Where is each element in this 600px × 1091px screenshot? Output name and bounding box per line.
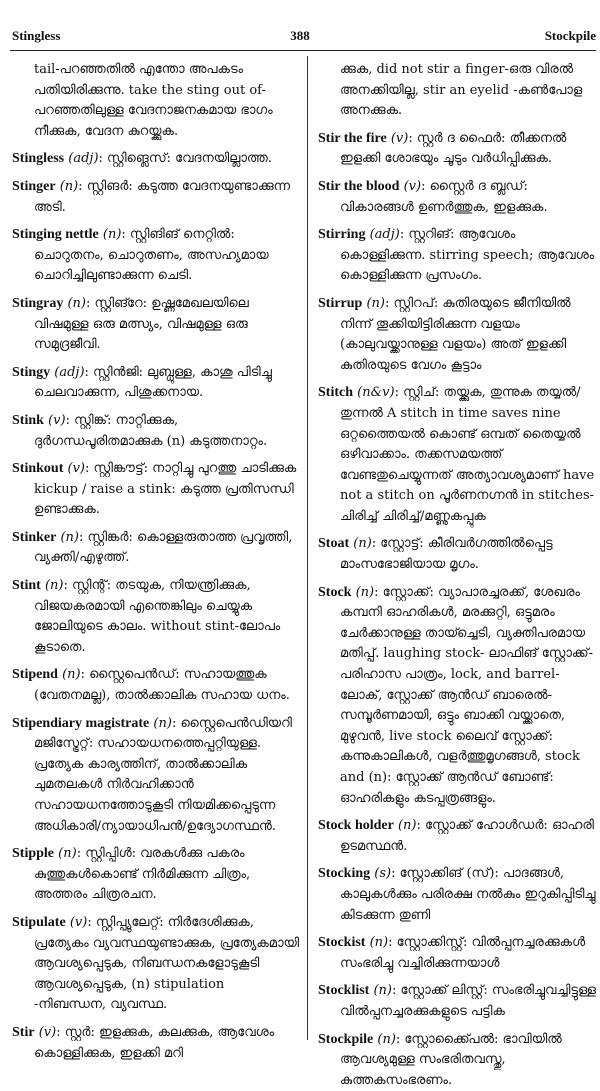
entry-definition: : സ്റ്റൈപെൻഡ്: സഹായത്തുക (വേതനമല്ല), താൽക്കാലിക സഹായ ധനം. [34,667,290,704]
entry-definition: : സ്റ്റോക്ക് ഹോൾഡർ: ഓഹരി ഉടമസ്ഥൻ. [340,818,594,854]
entry-headword: Stir the fire [318,130,387,146]
entry-part-of-speech: (v) [390,130,409,146]
dictionary-entry [12,149,300,170]
entry-part-of-speech: (n) [62,667,81,683]
entry-part-of-speech: (n) [377,1031,396,1047]
column-divider [307,56,308,1040]
entry-definition: : സ്റ്റോക്കിസ്റ്റ്: വിൽപ്പനച്ചരക്കുകൾ സംഭരിച്ചു വച്ചിരിക്കുന്നയാൾ [340,935,586,971]
entry-definition: : സ്റ്റിപ്പ്യുലേറ്റ്: നിർദേശിക്കുക, പ്രത്യേകം വ്യവസ്ഥയുണ്ടാക്കുക, പ്രത്യേകമായി ആവശ്യപ്പെടുക, നിബന്ധനകളോടുകൂടി ആവശ്യപ്പെടുക, (n) stipulation -നിബന്ധന, വ്യവസ്ഥ. [34,914,300,1013]
entry-definition: tail-പറഞ്ഞതിൽ എന്തോ അപകടം പതിയിരിക്കുന്നു. take the sting out of-പറഞ്ഞതിലുള്ള വേദനാജനകമായ ഭാഗം നീക്കുക, വേദന കുറയ്ക്കുക. [34,62,273,139]
entry-part-of-speech: (n) [58,846,77,862]
entry-headword: Stipulate [12,914,66,930]
dictionary-entry [12,363,300,404]
entry-headword: Stoat [318,536,350,552]
entry-definition: : സ്റ്റൈപെൻഡിയറി മജിസ്ട്രേറ്റ്: സഹായധനത്തെപ്പറ്റിയുള്ള. പ്രത്യേക കാര്യത്തിന്, താൽക്കാലിക ചുമതലകൾ നിർവഹിക്കാൻ സഹായധനത്തോടുകൂടി നിയമിക്കപ്പെടുന്ന അധികാരി/ന്യായാധിപൻ/ഉദ്യോഗസ്ഥൻ. [34,715,292,834]
entry-definition: : സ്റ്റിങർ: കടുത്ത വേദനയുണ്ടാക്കുന്ന അടി. [34,178,291,215]
dictionary-entry [318,864,598,926]
entry-part-of-speech: (n) [397,818,417,834]
dictionary-entry [318,225,598,287]
dictionary-entry [12,844,300,906]
entry-part-of-speech: (adj) [68,151,99,167]
entry-headword: Stirrup [318,295,363,311]
dictionary-entry [318,583,598,810]
entry-headword: Stinging nettle [12,227,99,243]
entry-part-of-speech: (n) [373,983,393,999]
entry-part-of-speech: (n) [366,295,386,311]
dictionary-entry [12,576,300,658]
dictionary-entry [318,294,598,376]
dictionary-entry [318,816,598,857]
entry-part-of-speech: (n&v) [357,385,395,401]
entry-definition: : സ്റ്ററിങ്: ആവേശം കൊള്ളിക്കുന്ന. stirring speech; ആവേശം കൊള്ളിക്കുന്ന പ്രസംഗം. [340,227,595,284]
dictionary-entry [318,177,598,218]
dictionary-entry [12,411,300,452]
entry-part-of-speech: (n) [353,536,372,552]
dictionary-entry [318,1030,598,1091]
entry-part-of-speech: (n) [369,935,389,951]
entry-definition: : സ്റ്റിങ്ക്: നാറ്റിക്കുക, ദുർഗന്ധപൂരിതമാക്കുക (n) കടുത്തനാറ്റം. [34,412,268,449]
left-column [12,60,300,1061]
entry-part-of-speech: (n) [153,715,172,731]
dictionary-entry [318,129,598,170]
entry-part-of-speech: (v) [69,914,88,930]
page-header [0,0,600,56]
entry-definition: : സ്റ്റൈർ ദ ബ്ലഡ്: വികാരങ്ങൾ ഉണർത്തുക, ഇളക്കുക. [340,178,548,215]
entry-part-of-speech: (adj) [369,227,400,243]
entry-definition: : സ്റ്റിങ്റേ: ഉഷ്ണമേഖലയിലെ വിഷമുള്ള ഒരു മത്സ്യം, വിഷമുള്ള ഒരു സമുദ്രജീവി. [34,295,249,353]
entry-headword: Stir the blood [318,178,400,194]
page-number: 388 [290,28,310,43]
dictionary-entry [318,60,598,122]
entry-headword: Stocking [318,866,371,882]
entry-definition: : സ്റ്റിപ്പിൾ: വരകൾക്കു പകരം കുത്തുകൾകൊണ്ട് നിർമിക്കുന്ന ചിത്രം, അത്തരം ചിത്രരചന. [34,846,251,903]
entry-headword: Stocklist [318,983,370,999]
entry-headword: Stink [12,412,44,428]
entry-part-of-speech: (n) [102,227,122,243]
entry-definition: : സ്റ്റർ ദ ഫൈർ: തീക്കനൽ ഇളക്കി ശോഭയും ചൂടും വർധിപ്പിക്കുക. [340,130,567,167]
entry-headword: Stitch [318,385,353,401]
header-last-word: Stockpile [544,28,596,43]
entry-part-of-speech: (v) [67,461,85,477]
dictionary-entry [12,528,300,569]
entry-headword: Stir [12,1024,35,1040]
dictionary-entry [12,459,300,521]
entry-headword: Stinkout [12,461,64,477]
entry-definition: : സ്റ്റിച്: തയ്ക്കുക, തുന്നുക തയ്യൽ/തുന്നൽ A stitch in time saves nine ഒറ്റത്തൈയൽ കൊണ്ട് ഒമ്പത് തൈയ്യൽ ഒഴിവാക്കാം. തക്കസമയത്ത് വേണ്ടതുചെയ്യുന്നത് അത്യാവശ്യമാണ് have not a stitch on പൂർണനഗ്നൻ in stitches-ചിരിച്ച് ചിരിച്ച്/മണ്ണുകപ്പുക [340,385,595,524]
entry-definition: : സ്റ്റോക്ക് ലിസ്റ്റ്: സംഭരിച്ചുവച്ചിട്ടുള്ള വിൽപ്പനച്ചരക്കുകളുടെ പട്ടിക [340,983,596,1019]
entry-headword: Stockpile [318,1031,374,1047]
dictionary-entry [12,1023,300,1064]
dictionary-entry [318,933,598,974]
dictionary-entry [12,60,300,142]
dictionary-entry [12,294,300,356]
dictionary-entry [12,714,300,838]
entry-headword: Stingy [12,364,51,380]
entry-part-of-speech: (s) [374,866,392,882]
entry-headword: Stipend [12,667,58,683]
entry-definition: : സ്റ്റിങിങ് നെറ്റിൽ: ചൊറുതനം, ചൊറുതണം, അസഹ്യമായ ചൊറിച്ചിലുണ്ടാക്കുന്ന ചെടി. [34,227,269,284]
entry-definition: : സ്റ്റോക്ക്: വ്യാപാരച്ചരക്ക്, ശേഖരം കമ്പനി ഓഹരികൾ, മരക്കുറ്റി, ഒട്ടുമരം ചേർക്കാനുള്ള തായ്ച്ചെടി, വ്യക്തിപരമായ മതിപ്പ്. laughing stock- ലാഫിങ് സ്റ്റോക്ക്-പരിഹാസ പാത്രം, lock, and barrel-ലോക്, സ്റ്റോക്ക് ആൻഡ് ബാരെൽ- സമ്പൂർണമായി, ഒട്ടും ബാക്കി വയ്ക്കാതെ, മുഴുവൻ, live stock ലൈവ് സ്റ്റോക്ക്: കന്നുകാലികൾ, വളർത്തുമൃഗങ്ങൾ, stock and (n): സ്റ്റോക്ക് ആൻഡ് ബോണ്ട്: ഓഹരികളും കടപ്പത്രങ്ങളും. [340,584,594,806]
dictionary-entry [12,665,300,706]
entry-definition: : സ്റ്റിങ്കർ: കൊള്ളരുതാത്ത പ്രവൃത്തി, വ്യക്തി/എഴുത്ത്. [34,529,293,566]
entry-definition: : സ്റ്റർ: ഇളക്കുക, കലക്കുക, ആവേശം കൊള്ളിക്കുക, ഇളക്കി മറി [34,1024,275,1061]
entry-definition: : സ്റ്റോക്ക്പൈൽ: ഭാവിയിൽ ആവശ്യമുള്ള സംഭരിതവസ്തു, കുത്തകസംഭരണം. [340,1031,562,1088]
right-column [318,60,598,1088]
entry-definition: : സ്റ്റിൻജി: ലുബ്ധുള്ള, കാശു പിടിച്ചു ചെലവാക്കുന്ന, പിശുക്കനായ. [34,364,272,401]
entry-headword: Stingless [12,151,65,167]
entry-part-of-speech: (n) [44,578,64,594]
entry-part-of-speech: (v) [403,178,422,194]
entry-headword: Stockist [318,935,366,951]
entry-definition: : സ്റ്റിറപ്: കുതിരയുടെ ജീനിയിൽ നിന്ന് തൂക്കിയിട്ടിരിക്കുന്ന വളയം (കാലുവയ്ക്കാനുള്ള വളയം) അത് ഇളക്കി കുതിരയുടെ വേഗം കൂട്ടാം [340,295,571,373]
entry-headword: Stock holder [318,818,394,834]
entry-headword: Stingray [12,295,64,311]
entry-headword: Stipendiary magistrate [12,715,150,731]
entry-part-of-speech: (v) [48,412,66,428]
entry-headword: Stipple [12,846,55,862]
dictionary-entry [318,534,598,575]
entry-part-of-speech: (n) [60,529,80,545]
dictionary-entry [12,225,300,287]
header-rule [10,50,596,51]
entry-headword: Stint [12,578,41,594]
entry-headword: Stinker [12,529,57,545]
dictionary-entry [12,913,300,1016]
entry-definition: : സ്റ്റോക്കിങ് (സ്): പാദങ്ങൾ, കാലുകൾക്കും പരിരക്ഷ നൽകും ഇറുകിപ്പിടിച്ചു കിടക്കുന്ന തുണി [340,866,596,923]
entry-definition: : സ്റ്റിങ്കൗട്ട്: നാറ്റിച്ചു പുറത്തു ചാടിക്കുക kickup / raise a stink: കടുത്ത പ്രതിസന്ധി ഉണ്ടാക്കുക. [34,461,297,518]
entry-part-of-speech: (v) [38,1024,57,1040]
dictionary-entry [318,383,598,527]
entry-definition: : സ്റ്റിന്റ്: തടയുക, നിയന്ത്രിക്കുക, വിജയകരമായി എന്തെങ്കിലും ചെയ്യുക ജോലിയുടെ കാലം. without stint-ലോപം കൂടാതെ. [34,578,281,655]
entry-headword: Stinger [12,178,56,194]
entry-headword: Stock [318,584,352,600]
entry-definition: : സ്റ്റിങ്ലെസ്: വേദനയില്ലാത്ത. [98,151,272,167]
entry-definition: ക്കുക, did not stir a finger-ഒരു വിരൽ അനക്കിയില്ല, stir an eyelid -കൺപോള അനക്കുക. [340,62,583,119]
entry-part-of-speech: (adj) [54,364,85,380]
entry-part-of-speech: (n) [59,178,79,194]
header-first-word: Stingless [12,28,61,43]
entry-part-of-speech: (n) [355,584,375,600]
dictionary-entry [318,981,598,1022]
entry-headword: Stirring [318,227,366,243]
dictionary-entry [12,177,300,218]
entry-definition: : സ്റ്റോട്ട്: കീരിവർഗത്തിൽപ്പെട്ട മാംസഭോജിയായ മൃഗം. [340,536,553,573]
entry-part-of-speech: (n) [67,295,87,311]
